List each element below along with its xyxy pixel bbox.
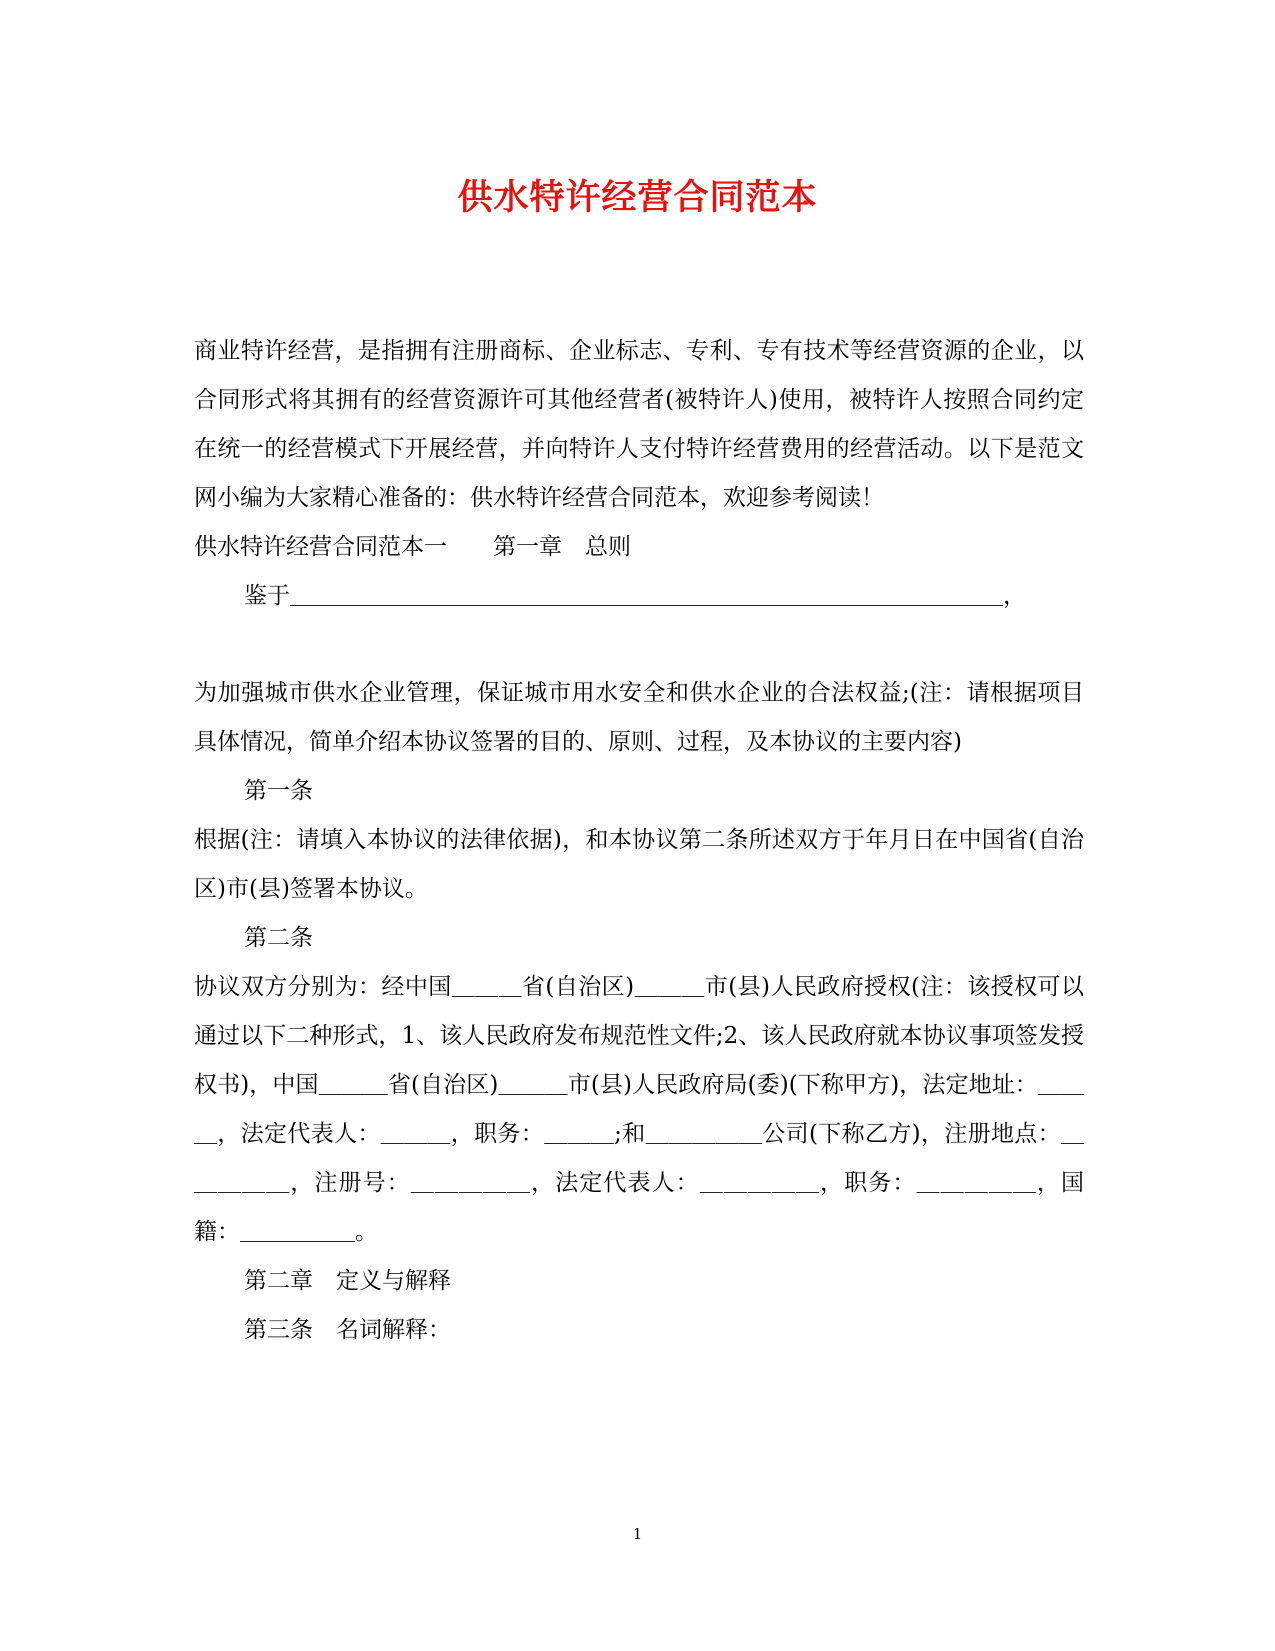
chapter-two-heading: 第二章 定义与解释 — [244, 1268, 451, 1294]
purpose-paragraph: 为加强城市供水企业管理，保证城市用水安全和供水企业的合法权益;(注：请根据项目具体情况，简单介绍本协议签署的目的、原则、过程，及本协议的主要内容) — [194, 680, 1084, 755]
article-one-text: 根据(注：请填入本协议的法律依据)，和本协议第二条所述双方于年月日在中国省(自治区)市(县)签署本协议。 — [194, 827, 1084, 902]
whereas-line: 鉴于＿＿＿＿＿＿＿＿＿＿＿＿＿＿＿＿＿＿＿＿＿＿＿＿＿＿＿＿＿＿＿， — [244, 583, 1026, 609]
intro-paragraph: 商业特许经营，是指拥有注册商标、企业标志、专利、专有技术等经营资源的企业，以合同形式将其拥有的经营资源许可其他经营者(被特许人)使用，被特许人按照合同约定在统一的经营模式下开展经营，并向特许人支付特许经营费用的经营活动。以下是范文网小编为大家精心准备的：供水特许经营合同范本，欢迎参考阅读！ — [194, 338, 1084, 511]
blank-line — [194, 621, 1084, 669]
chapter-one-heading: 供水特许经营合同范本一 第一章 总则 — [194, 534, 631, 560]
document-body — [194, 327, 1084, 1355]
article-one-heading: 第一条 — [244, 778, 313, 804]
article-three-heading: 第三条 名词解释： — [244, 1317, 451, 1343]
article-two-text: 协议双方分别为：经中国＿＿＿省(自治区)＿＿＿市(县)人民政府授权(注：该授权可以通过以下二种形式，1、该人民政府发布规范性文件;2、该人民政府就本协议事项签发授权书)，中国＿＿＿省(自治区)＿＿＿市(县)人民政府局(委)(下称甲方)，法定地址：＿＿＿，法定代表人：＿＿＿，职务：＿＿＿;和＿＿＿＿＿公司(下称乙方)，注册地点：＿＿＿＿＿，注册号：＿＿＿＿＿，法定代表人：＿＿＿＿＿，职务：＿＿＿＿＿，国籍：＿＿＿＿＿。 — [194, 974, 1084, 1245]
document-title: 供水特许经营合同范本 — [457, 177, 818, 218]
page-number: 1 — [632, 1525, 643, 1543]
article-two-heading: 第二条 — [244, 925, 313, 951]
